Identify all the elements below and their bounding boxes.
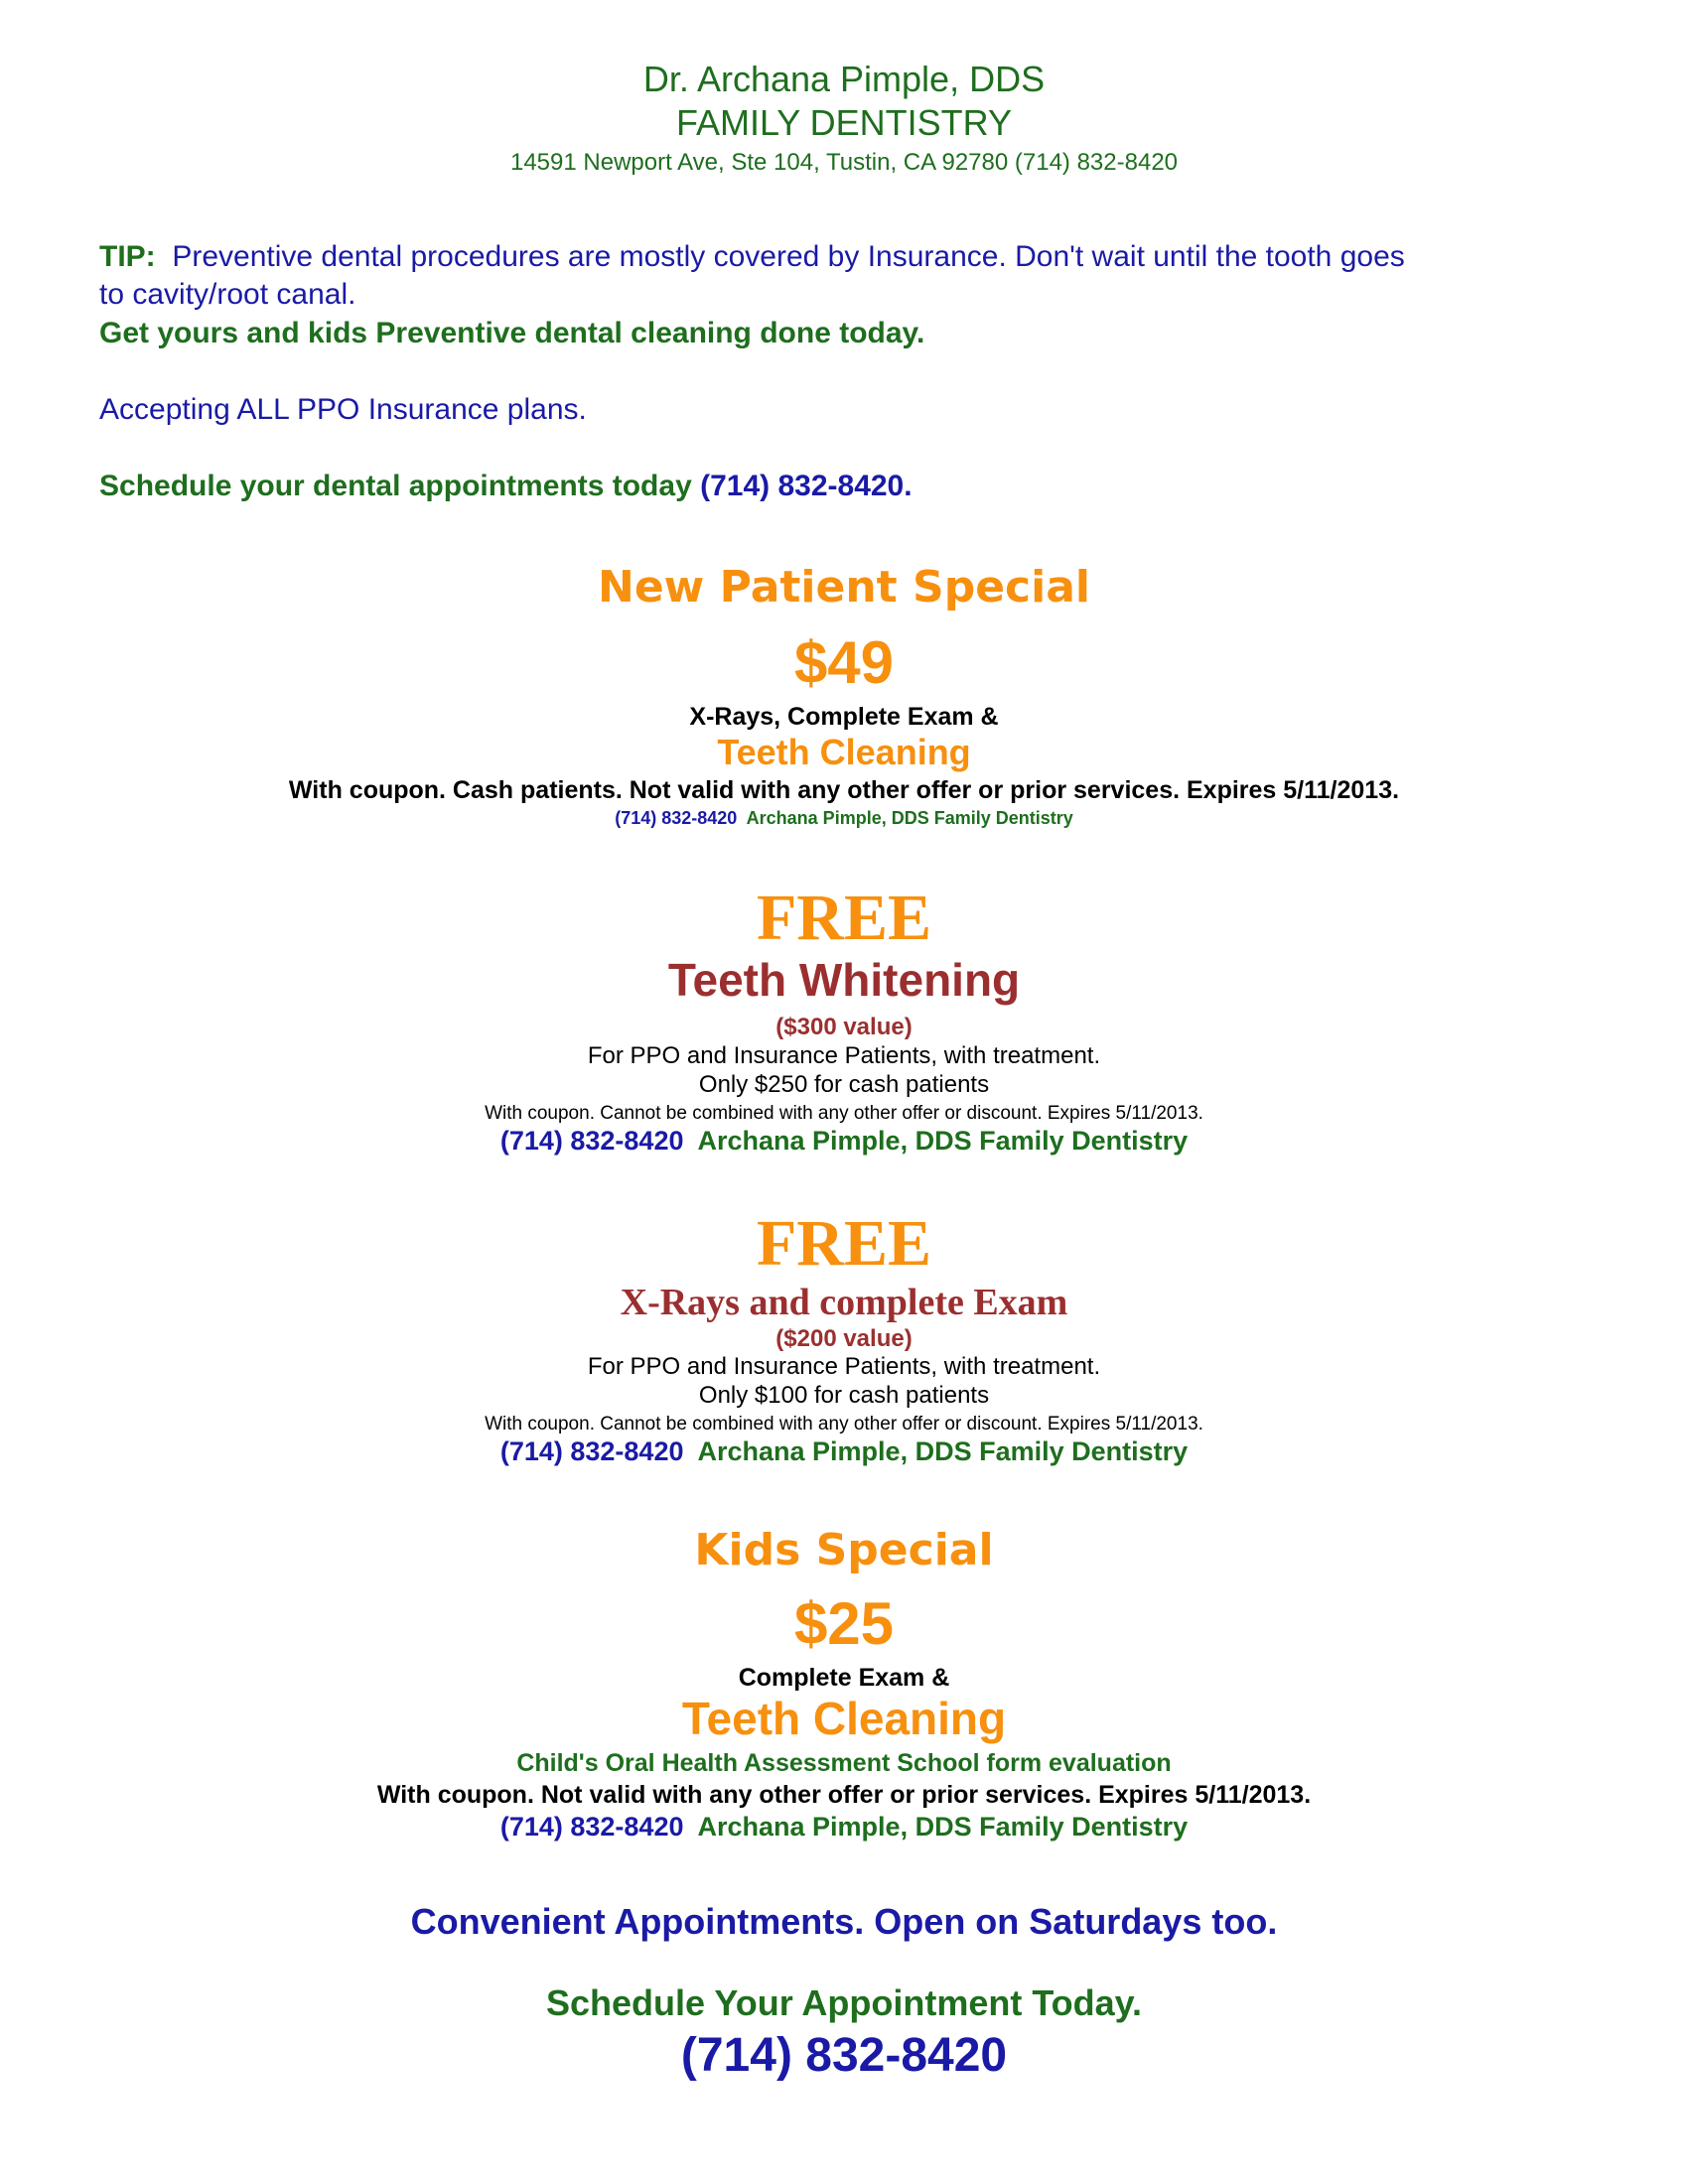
schedule-phone: (714) 832-8420 — [700, 470, 905, 502]
xray-line-1: For PPO and Insurance Patients, with treatment. — [587, 1353, 1101, 1380]
tip-text: Preventive dental procedures are mostly covered by Insurance. Don't wait until the tooth goes — [172, 240, 1405, 273]
schedule-text: Schedule your dental appointments today — [99, 470, 692, 502]
new-patient-terms: With coupon. Cash patients. Not valid with any other offer or prior services. Expires 5/11/2013. — [288, 776, 1400, 804]
whitening-line-2: Only $250 for cash patients — [698, 1071, 990, 1098]
kids-terms: With coupon. Not valid with any other offer or prior services. Expires 5/11/2013. — [376, 1781, 1312, 1809]
xray-value: ($200 value) — [775, 1325, 913, 1352]
schedule-period: . — [904, 470, 913, 502]
kids-phone: (714) 832-8420 — [499, 1812, 684, 1842]
address-line: 14591 Newport Ave, Ste 104, Tustin, CA 92780 (714) 832-8420 — [509, 149, 1179, 176]
kids-highlight: Teeth Cleaning — [681, 1693, 1007, 1744]
kids-price: $25 — [793, 1590, 895, 1657]
new-patient-includes: X-Rays, Complete Exam & — [689, 703, 999, 731]
new-patient-contact — [0, 809, 1688, 827]
schedule-line — [99, 472, 913, 501]
footer-phone: (714) 832-8420 — [680, 2029, 1008, 2082]
doctor-name: Dr. Archana Pimple, DDS — [642, 59, 1046, 99]
kids-contact — [0, 1814, 1688, 1841]
practice-title: FAMILY DENTISTRY — [675, 102, 1013, 143]
kids-assessment: Child's Oral Health Assessment School form evaluation — [516, 1749, 1172, 1777]
tip-line-1 — [99, 242, 1405, 272]
new-patient-price: $49 — [793, 629, 895, 696]
whitening-terms: With coupon. Cannot be combined with any other offer or discount. Expires 5/11/2013. — [485, 1103, 1203, 1124]
kids-title: Kids Special — [694, 1525, 994, 1575]
kids-includes: Complete Exam & — [738, 1664, 950, 1692]
xray-practice: Archana Pimple, DDS Family Dentistry — [697, 1436, 1189, 1466]
xray-free: FREE — [756, 1207, 932, 1280]
xray-line-2: Only $100 for cash patients — [698, 1382, 990, 1409]
new-patient-title: New Patient Special — [598, 562, 1090, 613]
tip-label: TIP: — [99, 240, 156, 273]
new-patient-phone: (714) 832-8420 — [615, 808, 738, 828]
tip-line-2: to cavity/root canal. — [99, 278, 356, 311]
xray-phone: (714) 832-8420 — [499, 1436, 684, 1466]
whitening-title: Teeth Whitening — [667, 954, 1021, 1006]
whitening-line-1: For PPO and Insurance Patients, with treatment. — [587, 1042, 1101, 1069]
kids-practice: Archana Pimple, DDS Family Dentistry — [697, 1812, 1189, 1842]
insurance-note: Accepting ALL PPO Insurance plans. — [99, 393, 587, 426]
whitening-phone: (714) 832-8420 — [499, 1126, 684, 1156]
xray-contact — [0, 1438, 1688, 1465]
whitening-contact — [0, 1128, 1688, 1155]
whitening-practice: Archana Pimple, DDS Family Dentistry — [697, 1126, 1189, 1156]
xray-terms: With coupon. Cannot be combined with any other offer or discount. Expires 5/11/2013. — [485, 1414, 1203, 1434]
whitening-value: ($300 value) — [775, 1014, 913, 1040]
new-patient-practice: Archana Pimple, DDS Family Dentistry — [746, 808, 1073, 828]
new-patient-highlight: Teeth Cleaning — [717, 732, 971, 772]
cleaning-cta: Get yours and kids Preventive dental cleaning done today. — [99, 317, 925, 349]
schedule-today: Schedule Your Appointment Today. — [545, 1982, 1143, 2023]
whitening-free: FREE — [756, 882, 932, 954]
xray-title: X-Rays and complete Exam — [620, 1282, 1068, 1323]
convenient-appointments: Convenient Appointments. Open on Saturdays too. — [410, 1901, 1278, 1942]
